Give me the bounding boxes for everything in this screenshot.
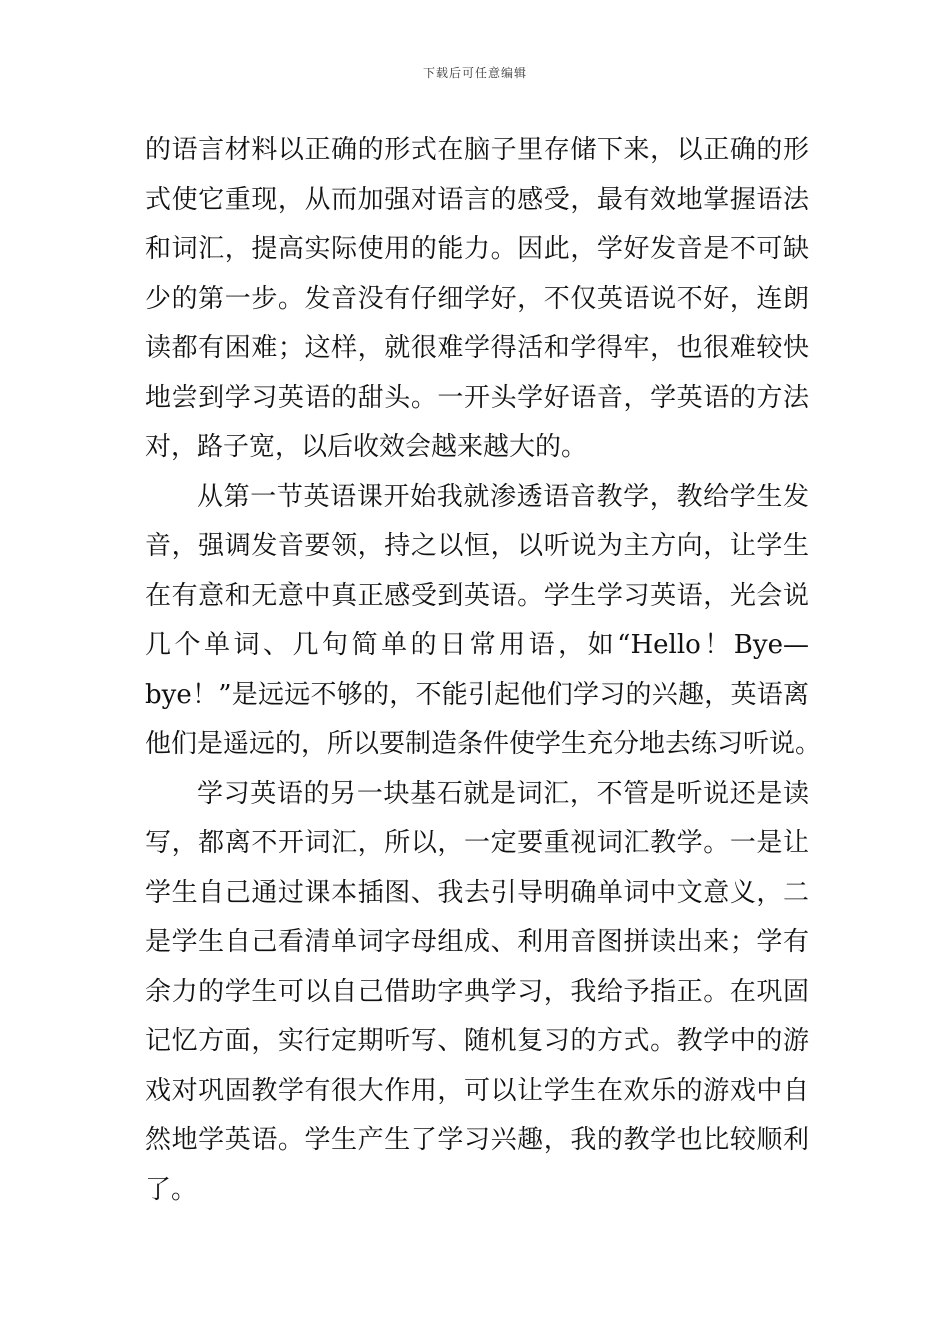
text-line: 和词汇，提高实际使用的能力。因此，学好发音是不可缺 xyxy=(145,234,809,264)
text-line: 从第一节英语课开始我就渗透语音教学，教给学生发 xyxy=(197,481,809,512)
paragraph-3 xyxy=(145,770,809,1216)
text-line: bye！”是远远不够的，不能引起他们学习的兴趣，英语离 xyxy=(145,679,809,710)
text-line: 他们是遥远的，所以要制造条件使学生充分地去练习听说。 xyxy=(145,729,822,759)
text-line: 然地学英语。学生产生了学习兴趣，我的教学也比较顺利 xyxy=(145,1125,809,1155)
text-line: 的语言材料以正确的形式在脑子里存储下来，以正确的形 xyxy=(145,135,809,165)
text-line: 是学生自己看清单词字母组成、利用音图拼读出来；学有 xyxy=(145,927,809,957)
text-line: 写，都离不开词汇，所以，一定要重视词汇教学。一是让 xyxy=(145,828,809,858)
text-line: 戏对巩固教学有很大作用，可以让学生在欢乐的游戏中自 xyxy=(145,1075,809,1106)
text-line: 学习英语的另一块基石就是词汇，不管是听说还是读 xyxy=(197,778,809,809)
text-line: 读都有困难；这样，就很难学得活和学得牢，也很难较快 xyxy=(145,333,809,363)
text-line: 在有意和无意中真正感受到英语。学生学习英语，光会说 xyxy=(145,580,809,611)
text-line: 少的第一步。发音没有仔细学好，不仅英语说不好，连朗 xyxy=(145,283,809,314)
text-line: 学生自己通过课本插图、我去引导明确单词中文意义，二 xyxy=(145,877,809,908)
paragraph-1 xyxy=(145,126,809,473)
text-line: 音，强调发音要领，持之以恒，以听说为主方向，让学生 xyxy=(145,531,809,561)
paragraph-2 xyxy=(145,473,822,770)
document-body xyxy=(145,126,822,1215)
text-line: 式使它重现，从而加强对语言的感受，最有效地掌握语法 xyxy=(145,184,809,215)
text-line: 地尝到学习英语的甜头。一开头学好语音，学英语的方法 xyxy=(145,382,809,413)
text-line: 了。 xyxy=(145,1174,198,1205)
text-line: 对，路子宽，以后收效会越来越大的。 xyxy=(145,432,588,462)
text-line: 余力的学生可以自己借助字典学习，我给予指正。在巩固 xyxy=(145,976,809,1007)
page-header: 下载后可任意编辑 xyxy=(422,66,527,80)
text-line: 几个单词、几句简单的日常用语，如“Hello！Bye— xyxy=(145,630,809,660)
text-line: 记忆方面，实行定期听写、随机复习的方式。教学中的游 xyxy=(145,1026,809,1056)
